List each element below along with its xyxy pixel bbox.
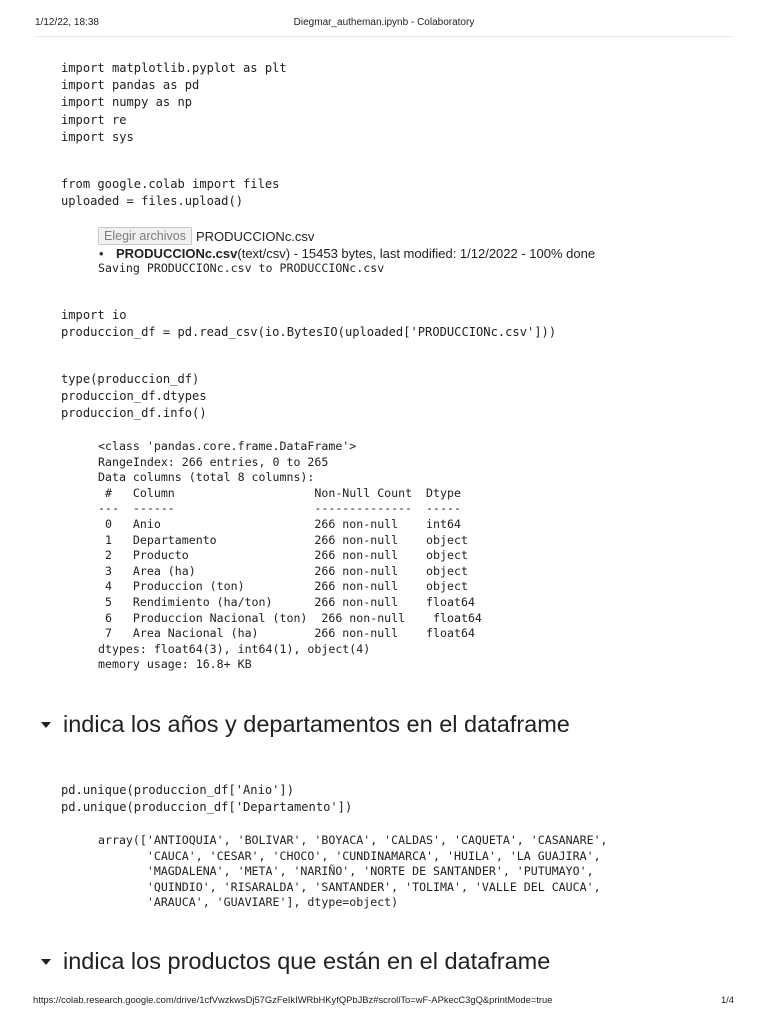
section-title: indica los años y departamentos en el dataframe	[63, 711, 570, 737]
section-title: indica los productos que están en el dataframe	[63, 948, 551, 974]
print-title: Diegmar_autheman.ipynb - Colaboratory	[293, 17, 475, 28]
list-item	[98, 246, 595, 262]
code-cell-info[interactable]: type(produccion_df) produccion_df.dtypes produccion_df.info()	[61, 372, 207, 421]
uploaded-file-list	[98, 246, 595, 262]
print-url: https://colab.research.google.com/drive/1cfVwzkwsDj57GzFeIkIWRbHKyfQPbJBz#scrollTo=wF-APkecC3gQ&printMode=true	[33, 994, 553, 1005]
uploaded-file-name: PRODUCCIONc.csv	[116, 246, 238, 261]
code-cell-unique[interactable]: pd.unique(produccion_df['Anio']) pd.unique(produccion_df['Departamento'])	[61, 783, 353, 815]
code-cell-imports[interactable]: import matplotlib.pyplot as plt import pandas as pd import numpy as np import re import sys	[61, 61, 287, 144]
saving-message: Saving PRODUCCIONc.csv to PRODUCCIONc.csv	[98, 261, 385, 275]
print-date: 1/12/22, 18:38	[35, 17, 99, 28]
section-heading-anios[interactable]	[37, 711, 570, 738]
unique-output: array(['ANTIOQUIA', 'BOLIVAR', 'BOYACA', 'CALDAS', 'CAQUETA', 'CASANARE', 'CAUCA', 'CESAR', 'CHOCO', 'CUNDINAMARCA', 'HUILA', 'LA GUAJIRA', 'MAGDALENA', 'META', 'NARIÑO', 'NORTE DE SANTANDER', 'PUTUMAYO', 'QUINDIO', 'RISARALDA', 'SANTANDER', 'TOLIMA', 'VALLE DEL CAUCA', 'ARAUCA', 'GUAVIARE'], dtype=object)	[98, 833, 608, 910]
code-cell-read-csv[interactable]: import io produccion_df = pd.read_csv(io.BytesIO(uploaded['PRODUCCIONc.csv']))	[61, 308, 557, 340]
info-output: <class 'pandas.core.frame.DataFrame'> RangeIndex: 266 entries, 0 to 265 Data columns (total 8 columns): # Column Non-Null Count Dtype --- ------ -------------- ----- 0 Anio 266 non-null int64 1 Departamento 266 non-null object 2 Producto 266 non-null object 3 Area (ha) 266 non-null object 4 Produccion (ton) 266 non-null object 5 Rendimiento (ha/ton) 266 non-null float64 6 Produccion Nacional (ton) 266 non-null float64 7 Area Nacional (ha) 266 non-null float64 dtypes: float64(3), int64(1), object(4) memory usage: 16.8+ KB	[98, 439, 482, 672]
uploaded-file-details: (text/csv) - 15453 bytes, last modified: 1/12/2022 - 100% done	[237, 246, 596, 261]
section-heading-productos[interactable]	[37, 948, 550, 975]
print-header	[0, 17, 768, 31]
collapse-caret-icon[interactable]	[41, 722, 51, 728]
chosen-file-label: PRODUCCIONc.csv	[195, 228, 315, 244]
page-number: 1/4	[720, 994, 734, 1005]
choose-files-button[interactable]: Elegir archivos	[98, 227, 192, 245]
code-cell-upload[interactable]: from google.colab import files uploaded = files.upload()	[61, 177, 280, 209]
upload-widget	[98, 227, 595, 262]
print-footer	[0, 994, 768, 1008]
header-divider	[35, 36, 733, 37]
bullet-icon: •	[99, 246, 104, 261]
collapse-caret-icon[interactable]	[41, 959, 51, 965]
